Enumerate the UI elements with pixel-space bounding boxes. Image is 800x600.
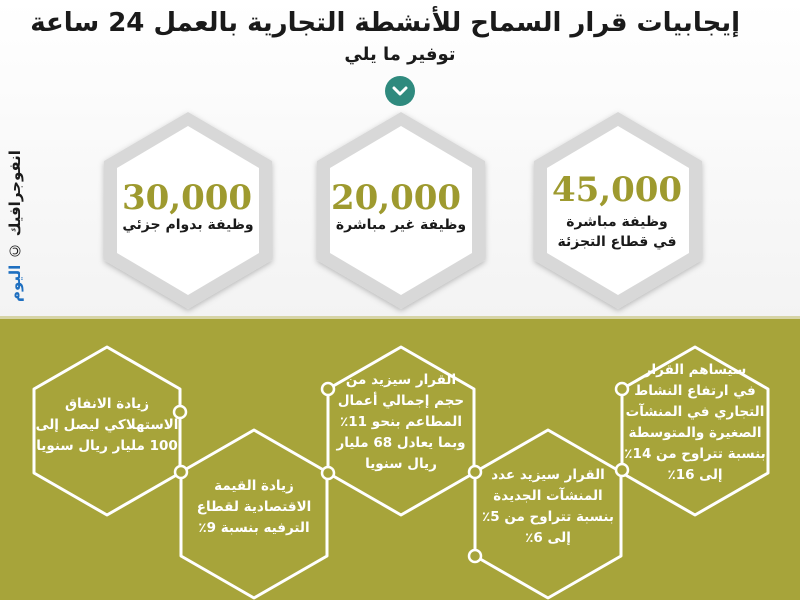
connector-dot bbox=[469, 550, 481, 562]
stat-value-2: 20,000 bbox=[330, 178, 462, 218]
benefit-text-1 bbox=[615, 360, 775, 486]
benefit-line: المنشآت الجديدة bbox=[493, 488, 603, 504]
stat-label-line: وظيفة غير مباشرة bbox=[335, 217, 467, 233]
benefit-line: القرار سيزيد من bbox=[345, 372, 457, 388]
benefit-line: حجم إجمالي أعمال bbox=[337, 393, 465, 409]
benefit-line: سيساهم القرار bbox=[643, 362, 747, 378]
page-subtitle: توفير ما يلي bbox=[344, 44, 456, 65]
benefit-text-2 bbox=[470, 465, 626, 549]
benefit-text-4 bbox=[176, 476, 332, 539]
benefit-line: زيادة القيمة bbox=[214, 478, 294, 494]
brand-logo: اليوم bbox=[6, 264, 24, 302]
copyright-icon: © bbox=[6, 241, 24, 260]
benefit-line: 100 مليار ريال سنويا bbox=[36, 438, 178, 454]
benefit-line: الصغيرة والمتوسطة bbox=[628, 425, 762, 441]
benefit-line: الترفيه بنسبة 9٪ bbox=[198, 520, 310, 536]
brand-prefix: انفوجرافيك bbox=[6, 150, 24, 237]
stat-value-1: 45,000 bbox=[551, 170, 683, 210]
benefit-line: التجاري في المنشآت bbox=[625, 404, 765, 420]
benefit-line: وبما يعادل 68 مليار bbox=[336, 435, 466, 451]
stat-value-3: 30,000 bbox=[121, 178, 253, 218]
stat-label-line: وظيفة بدوام جزئي bbox=[122, 217, 254, 233]
page-title: إيجابيات قرار السماح للأنشطة التجارية بالعمل 24 ساعة bbox=[30, 8, 740, 38]
benefit-line: ريال سنويا bbox=[365, 456, 437, 472]
benefit-text-3 bbox=[323, 370, 479, 475]
benefit-line: بنسبة تتراوح من 14٪ bbox=[624, 446, 766, 462]
benefit-line: المطاعم بنحو 11٪ bbox=[340, 414, 462, 430]
benefit-line: الاستهلاكي ليصل إلى bbox=[35, 417, 179, 433]
brand-credit bbox=[6, 150, 28, 320]
benefit-line: إلى 16٪ bbox=[667, 467, 723, 483]
benefit-line: في ارتفاع النشاط bbox=[634, 383, 756, 399]
benefit-line: القرار سيزيد عدد bbox=[491, 467, 605, 483]
benefit-line: بنسبة تتراوح من 5٪ bbox=[481, 509, 614, 525]
benefit-text-5 bbox=[29, 394, 185, 457]
benefit-line: إلى 6٪ bbox=[525, 530, 571, 546]
benefit-line: زيادة الانفاق bbox=[64, 396, 150, 412]
benefit-line: الاقتصادية لقطاع bbox=[196, 499, 312, 515]
stat-label-line: في قطاع التجزئة bbox=[557, 234, 677, 250]
stat-label-line: وظيفة مباشرة bbox=[566, 214, 668, 230]
